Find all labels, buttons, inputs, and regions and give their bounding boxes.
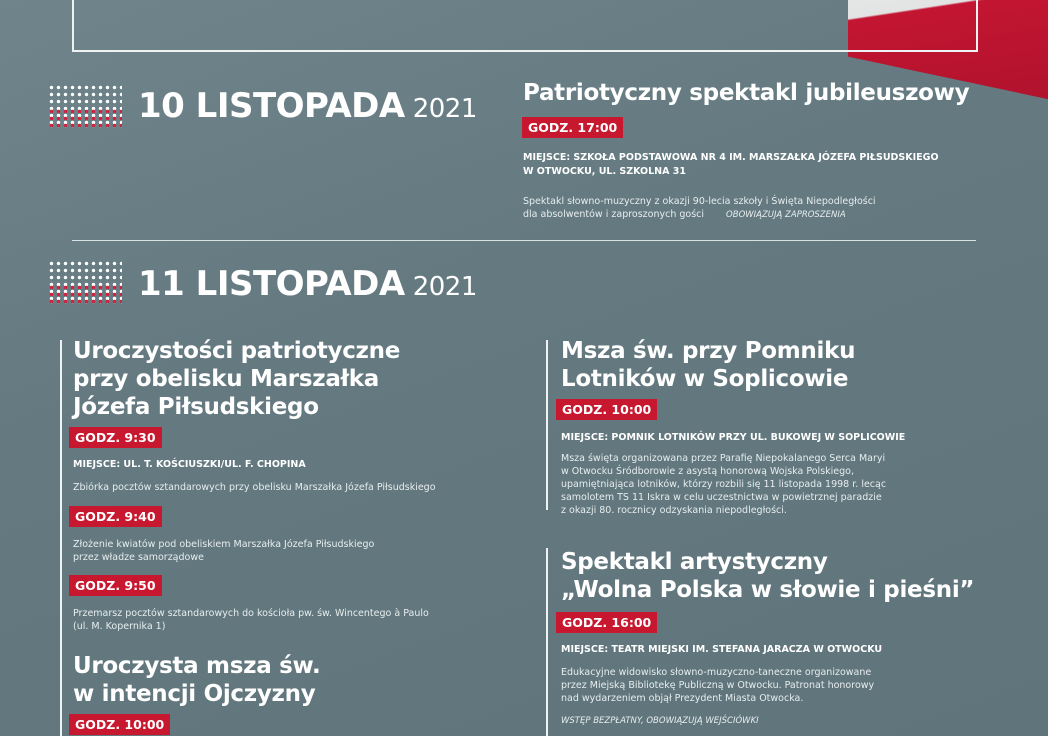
event-description: Złożenie kwiatów pod obeliskiem Marszałka Józefa Piłsudskiego przez władze samorządowe [73, 539, 375, 563]
event-description: Msza święta organizowana przez Parafię Niepokalanego Serca Maryi w Otwocku Śródborowie z asystą honorową Wojska Polskiego, upamiętniająca lotników, którzy rozbili się 11 listopada 1998 r. lecąc samolotem TS 11 Iskra w celu uczestnictwa w powietrznej paradzie z okazji 80. rocznicy odzyskania niepodległości. [561, 453, 887, 516]
event-title: Msza św. przy Pomniku Lotników w Soplicowie [561, 338, 856, 392]
dots-decoration [48, 84, 122, 128]
column-bar [546, 548, 548, 736]
date-heading: 11 LISTOPADA 2021 [138, 264, 477, 304]
section-divider [72, 240, 976, 241]
year: 2021 [412, 94, 477, 124]
event-place: MIEJSCE: POMNIK LOTNIKÓW PRZY UL. BUKOWEJ W SOPLICOWIE [561, 432, 906, 443]
event-description: Zbiórka pocztów sztandarowych przy obelisku Marszałka Józefa Piłsudskiego [73, 482, 436, 493]
event-place: MIEJSCE: SZKOŁA PODSTAWOWA NR 4 IM. MARSZAŁKA JÓZEFA PIŁSUDSKIEGO W OTWOCKU, UL. SZKOLNA 31 [523, 152, 939, 177]
event-description: Spektakl słowno-muzyczny z okazji 90-lecia szkoły i Święta Niepodległości dla absolwentów i zaproszonych gości OBOWIĄZUJĄ ZAPROSZENIA [523, 196, 876, 220]
event-title: Spektakl artystyczny „Wolna Polska w słowie i pieśni” [561, 549, 975, 603]
time-badge: GODZ. 17:00 [522, 117, 623, 138]
date-heading: 10 LISTOPADA 2021 [138, 86, 477, 126]
time-badge: GODZ. 10:00 [556, 399, 657, 420]
year: 2021 [412, 272, 477, 302]
event-place: MIEJSCE: TEATR MIEJSKI IM. STEFANA JARACZA W OTWOCKU [561, 644, 883, 655]
dots-decoration [48, 260, 122, 304]
event-description: Przemarsz pocztów sztandarowych do kościoła pw. św. Wincentego à Paulo (ul. M. Kopernika 1) [73, 608, 429, 632]
event-title: Uroczystości patriotyczne przy obelisku Marszałka Józefa Piłsudskiego [73, 338, 401, 420]
event-title: Uroczysta msza św. w intencji Ojczyzny [73, 653, 321, 707]
time-badge: GODZ. 9:50 [69, 575, 162, 596]
time-badge: GODZ. 16:00 [556, 612, 657, 633]
time-badge: GODZ. 9:40 [69, 506, 162, 527]
header-frame [72, 0, 978, 52]
column-bar [546, 340, 548, 510]
event-place: MIEJSCE: UL. T. KOŚCIUSZKI/UL. F. CHOPINA [73, 459, 306, 470]
time-badge: GODZ. 9:30 [69, 427, 162, 448]
event-note: WSTĘP BEZPŁATNY, OBOWIĄZUJĄ WEJŚCIÓWKI [561, 716, 759, 726]
time-badge: GODZ. 10:00 [69, 714, 170, 735]
event-title: Patriotyczny spektakl jubileuszowy [523, 80, 970, 106]
event-description: Edukacyjne widowisko słowno-muzyczno-taneczne organizowane przez Miejską Bibliotekę Publiczną w Otwocku. Patronat honorowy nad wydarzeniem objął Prezydent Miasta Otwocka. [561, 667, 875, 704]
column-bar [60, 340, 62, 736]
event-note: OBOWIĄZUJĄ ZAPROSZENIA [726, 210, 846, 220]
